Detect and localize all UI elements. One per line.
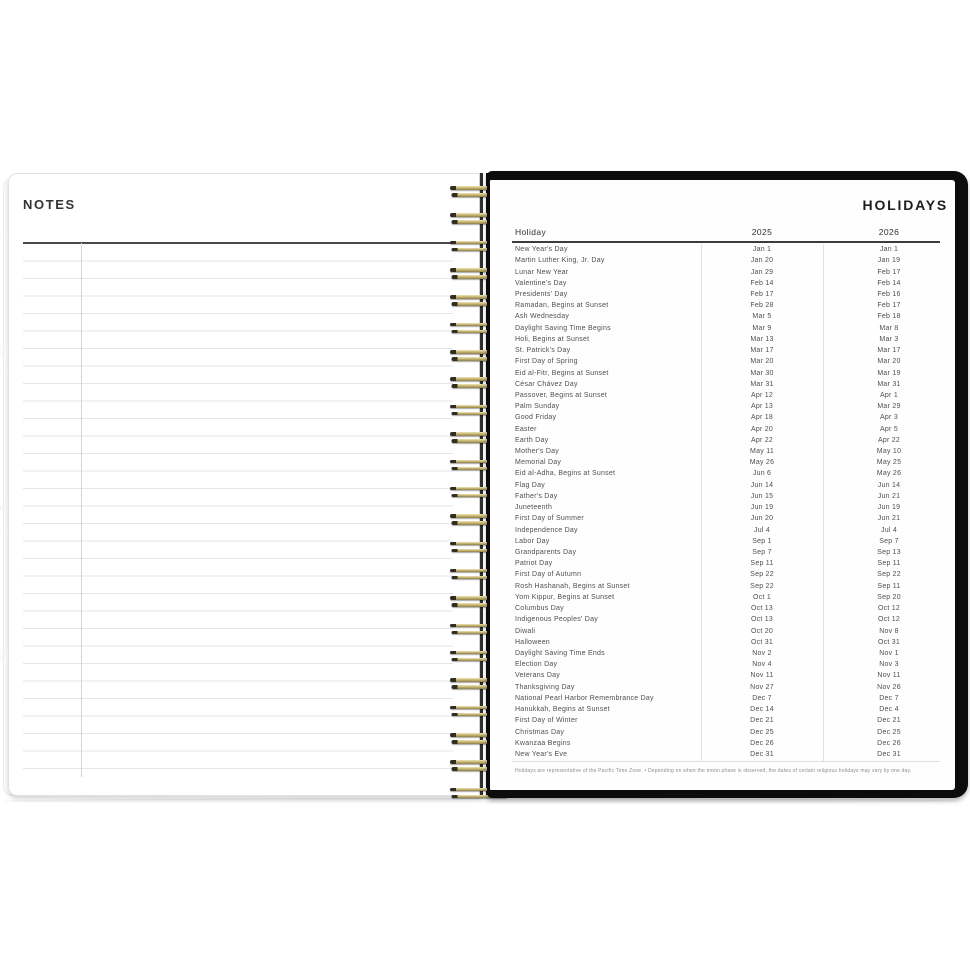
holiday-date-2026: Nov 1 [879, 649, 899, 657]
table-row [490, 614, 955, 625]
holiday-date-2025: Feb 28 [750, 302, 774, 310]
book-shadow [2, 798, 962, 804]
holiday-date-2025: Sep 1 [752, 537, 772, 545]
holiday-date-2025: Sep 22 [750, 582, 774, 590]
table-row [490, 390, 955, 401]
holiday-name: Juneteenth [515, 504, 553, 512]
holiday-date-2026: Apr 3 [880, 414, 898, 422]
holiday-date-2025: Nov 2 [752, 649, 772, 657]
holiday-date-2025: Jan 1 [752, 246, 772, 254]
holiday-name: Eid al-Fitr, Begins at Sunset [515, 369, 609, 377]
notes-ruled-lines [23, 244, 453, 777]
table-row [490, 502, 955, 513]
holiday-name: First Day of Autumn [515, 571, 582, 579]
holiday-date-2026: May 10 [876, 448, 902, 456]
holiday-date-2026: Feb 18 [877, 313, 901, 321]
header-2026: 2026 [878, 227, 900, 237]
holiday-name: First Day of Spring [515, 358, 578, 366]
holiday-date-2026: Nov 11 [877, 672, 901, 680]
holiday-name: Columbus Day [515, 605, 564, 613]
holiday-date-2026: Nov 3 [879, 661, 899, 669]
table-row [490, 278, 955, 289]
table-row [490, 625, 955, 636]
holiday-date-2025: Oct 1 [753, 593, 771, 601]
holiday-name: Hanukkah, Begins at Sunset [515, 706, 610, 714]
holiday-date-2026: Feb 17 [877, 268, 901, 276]
holiday-date-2025: Jun 15 [750, 492, 774, 500]
table-row [490, 401, 955, 412]
notes-page-title: NOTES [23, 197, 76, 212]
table-row [490, 693, 955, 704]
table-row [490, 704, 955, 715]
holiday-name: Daylight Saving Time Ends [515, 649, 605, 657]
table-header-rule [512, 241, 940, 243]
table-row [490, 356, 955, 367]
holiday-date-2026: Sep 13 [877, 549, 901, 557]
holiday-date-2025: Dec 7 [752, 694, 772, 702]
table-row [490, 255, 955, 266]
holidays-page-title: HOLIDAYS [862, 197, 948, 213]
column-separator [701, 244, 702, 761]
holiday-name: Flag Day [515, 481, 546, 489]
table-row [490, 558, 955, 569]
holiday-date-2026: Apr 1 [880, 391, 898, 399]
holiday-date-2026: Mar 20 [877, 358, 901, 366]
holiday-date-2025: Nov 27 [750, 683, 774, 691]
table-row [490, 581, 955, 592]
holiday-date-2026: Sep 11 [877, 582, 901, 590]
holiday-name: Martin Luther King, Jr. Day [515, 257, 605, 265]
holiday-date-2025: Apr 13 [750, 403, 774, 411]
table-row [490, 289, 955, 300]
holiday-date-2026: Mar 3 [879, 335, 899, 343]
holiday-date-2025: Dec 21 [750, 717, 774, 725]
holiday-date-2025: May 26 [749, 459, 775, 467]
holiday-date-2026: Dec 7 [879, 694, 899, 702]
holidays-page [490, 180, 955, 790]
holiday-name: Easter [515, 425, 537, 433]
holiday-date-2026: Mar 19 [877, 369, 901, 377]
holiday-date-2025: Mar 20 [750, 358, 774, 366]
table-row [490, 726, 955, 737]
holiday-name: Veterans Day [515, 672, 561, 680]
table-row [490, 715, 955, 726]
holiday-date-2025: Dec 31 [750, 750, 774, 758]
holiday-date-2025: Mar 13 [750, 335, 774, 343]
holiday-date-2025: Mar 9 [752, 324, 772, 332]
holiday-date-2025: Sep 7 [752, 549, 772, 557]
holiday-name: Kwanzaa Begins [515, 739, 571, 747]
holiday-date-2025: Dec 25 [750, 728, 774, 736]
holiday-name: Rosh Hashanah, Begins at Sunset [515, 582, 630, 590]
holiday-name: Earth Day [515, 436, 549, 444]
holiday-name: Christmas Day [515, 728, 565, 736]
holiday-name: First Day of Winter [515, 717, 578, 725]
table-row [490, 412, 955, 423]
holiday-name: Election Day [515, 661, 558, 669]
holiday-name: Indigenous Peoples' Day [515, 616, 598, 624]
holiday-date-2026: Jun 19 [877, 504, 901, 512]
holiday-date-2026: Sep 11 [877, 560, 901, 568]
holiday-name: Patriot Day [515, 560, 553, 568]
holiday-date-2025: Nov 11 [750, 672, 774, 680]
holiday-name: Holi, Begins at Sunset [515, 335, 590, 343]
holiday-name: Halloween [515, 638, 550, 646]
holiday-name: Grandparents Day [515, 549, 577, 557]
table-row [490, 513, 955, 524]
holiday-date-2026: Mar 31 [877, 380, 901, 388]
holiday-date-2025: Oct 13 [750, 616, 774, 624]
holiday-name: First Day of Summer [515, 515, 584, 523]
holiday-name: Independence Day [515, 526, 578, 534]
holiday-date-2025: Feb 17 [750, 290, 774, 298]
holiday-date-2025: Apr 12 [750, 391, 774, 399]
holiday-date-2026: Nov 8 [879, 627, 899, 635]
table-row [490, 435, 955, 446]
holiday-date-2025: Mar 5 [752, 313, 772, 321]
holiday-name: Palm Sunday [515, 403, 560, 411]
table-row [490, 569, 955, 580]
notes-margin-line [81, 243, 82, 777]
holiday-name: Eid al-Adha, Begins at Sunset [515, 470, 616, 478]
holiday-date-2026: Feb 17 [877, 302, 901, 310]
holiday-name: Labor Day [515, 537, 550, 545]
holiday-name: National Pearl Harbor Remembrance Day [515, 694, 654, 702]
holiday-date-2026: Feb 14 [877, 279, 901, 287]
holiday-date-2026: Dec 21 [877, 717, 901, 725]
holiday-date-2026: Dec 26 [877, 739, 901, 747]
header-2025: 2025 [751, 227, 773, 237]
table-row [490, 738, 955, 749]
holiday-date-2025: Apr 20 [750, 425, 774, 433]
holiday-date-2025: Sep 22 [750, 571, 774, 579]
table-row [490, 266, 955, 277]
holiday-name: Valentine's Day [515, 279, 567, 287]
table-row [490, 457, 955, 468]
table-row [490, 300, 955, 311]
holiday-date-2025: Oct 20 [750, 627, 774, 635]
holiday-date-2025: Feb 14 [750, 279, 774, 287]
table-row [490, 345, 955, 356]
holidays-footnote: Holidays are representative of the Pacific Time Zone. • Depending on when the moon phase is observed, the dates of certain religious holidays may vary by one day. [515, 768, 912, 774]
holiday-name: Passover, Begins at Sunset [515, 391, 608, 399]
holiday-name: Ramadan, Begins at Sunset [515, 302, 609, 310]
holiday-name: Lunar New Year [515, 268, 569, 276]
holiday-date-2025: Nov 4 [752, 661, 772, 669]
table-row [490, 648, 955, 659]
holiday-date-2025: Mar 30 [750, 369, 774, 377]
holiday-date-2026: May 26 [876, 470, 902, 478]
holiday-date-2026: Jul 4 [880, 526, 898, 534]
table-row [490, 480, 955, 491]
header-holiday: Holiday [515, 227, 547, 237]
notes-page [8, 173, 481, 796]
holiday-name: Mother's Day [515, 448, 560, 456]
table-row [490, 491, 955, 502]
holiday-table-header [490, 224, 955, 240]
holiday-date-2026: Oct 31 [877, 638, 901, 646]
holiday-date-2025: Oct 31 [750, 638, 774, 646]
table-row [490, 637, 955, 648]
table-row [490, 670, 955, 681]
table-row [490, 547, 955, 558]
table-row [490, 424, 955, 435]
holiday-date-2025: Dec 14 [750, 706, 774, 714]
holiday-date-2026: Feb 16 [877, 290, 901, 298]
holiday-date-2026: Mar 29 [877, 403, 901, 411]
holiday-date-2025: Apr 18 [750, 414, 774, 422]
holiday-date-2026: Jun 21 [877, 515, 901, 523]
holiday-date-2025: Jun 6 [752, 470, 772, 478]
column-separator [823, 244, 824, 761]
table-bottom-rule [512, 761, 940, 762]
holiday-date-2026: Jun 21 [877, 492, 901, 500]
holiday-date-2026: Oct 12 [877, 616, 901, 624]
holiday-name: César Chávez Day [515, 380, 578, 388]
holiday-date-2025: Mar 17 [750, 347, 774, 355]
holiday-date-2026: Dec 25 [877, 728, 901, 736]
holiday-date-2025: Jan 29 [750, 268, 774, 276]
table-row [490, 749, 955, 760]
table-row [490, 682, 955, 693]
holiday-date-2026: Jan 19 [877, 257, 901, 265]
holiday-name: New Year's Eve [515, 750, 568, 758]
holiday-date-2026: Jun 14 [877, 481, 901, 489]
holiday-date-2026: Nov 26 [877, 683, 901, 691]
holiday-date-2026: Dec 31 [877, 750, 901, 758]
holiday-name: St. Patrick's Day [515, 347, 571, 355]
holiday-date-2025: Jun 20 [750, 515, 774, 523]
table-row [490, 659, 955, 670]
holiday-name: Father's Day [515, 492, 558, 500]
table-row [490, 446, 955, 457]
table-row [490, 592, 955, 603]
holiday-name: Yom Kippur, Begins at Sunset [515, 593, 615, 601]
holiday-name: Daylight Saving Time Begins [515, 324, 611, 332]
holiday-table-rows [490, 244, 955, 760]
table-row [490, 334, 955, 345]
table-row [490, 244, 955, 255]
holiday-name: Ash Wednesday [515, 313, 570, 321]
holiday-name: Thanksgiving Day [515, 683, 575, 691]
holiday-name: Diwali [515, 627, 536, 635]
holiday-date-2026: Mar 17 [877, 347, 901, 355]
holiday-date-2025: Jun 19 [750, 504, 774, 512]
holiday-date-2025: Sep 11 [750, 560, 774, 568]
holiday-date-2025: Oct 13 [750, 605, 774, 613]
holiday-date-2025: Jan 20 [750, 257, 774, 265]
holiday-date-2025: Jun 14 [750, 481, 774, 489]
holiday-name: Presidents' Day [515, 290, 568, 298]
holiday-date-2025: May 11 [750, 448, 774, 456]
table-row [490, 311, 955, 322]
holiday-name: New Year's Day [515, 246, 568, 254]
holiday-date-2026: May 25 [876, 459, 902, 467]
holiday-date-2026: Apr 5 [880, 425, 898, 433]
holiday-date-2026: Oct 12 [877, 605, 901, 613]
holiday-date-2026: Apr 22 [877, 436, 901, 444]
holiday-date-2025: Apr 22 [750, 436, 774, 444]
holiday-date-2025: Dec 26 [750, 739, 774, 747]
table-row [490, 524, 955, 535]
holiday-date-2026: Mar 8 [879, 324, 899, 332]
holiday-date-2026: Sep 20 [877, 593, 901, 601]
holiday-date-2026: Dec 4 [879, 706, 899, 714]
table-row [490, 536, 955, 547]
holiday-date-2025: Mar 31 [750, 380, 774, 388]
table-row [490, 379, 955, 390]
holiday-date-2026: Sep 7 [879, 537, 899, 545]
holiday-name: Good Friday [515, 414, 557, 422]
table-row [490, 367, 955, 378]
holiday-date-2026: Jan 1 [879, 246, 899, 254]
table-row [490, 603, 955, 614]
table-row [490, 323, 955, 334]
table-row [490, 468, 955, 479]
holiday-date-2026: Sep 22 [877, 571, 901, 579]
holiday-name: Memorial Day [515, 459, 562, 467]
holiday-date-2025: Jul 4 [753, 526, 771, 534]
